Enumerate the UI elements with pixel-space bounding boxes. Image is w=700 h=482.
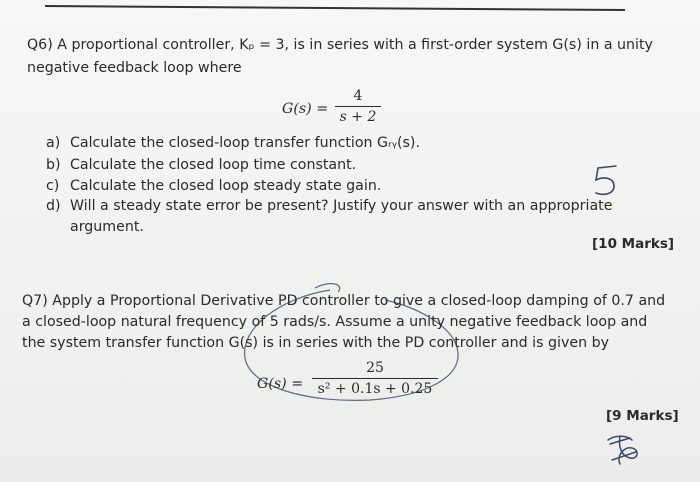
q6-part-c-text: Calculate the closed loop steady state gain. — [70, 178, 382, 194]
q6-part-a-text: Calculate the closed-loop transfer function Gᵣᵧ(s). — [70, 135, 420, 151]
q7-marks: [9 Marks] — [606, 408, 679, 424]
q6-line1: Q6) A proportional controller, Kₚ = 3, is in series with a first-order system G(s) in a unity — [27, 37, 653, 53]
q6-tf-denominator: s + 2 — [339, 109, 377, 125]
q6-part-d-continuation: argument. — [70, 219, 144, 235]
fraction-bar — [312, 378, 438, 379]
q7-tf-fraction — [312, 360, 438, 397]
q6-tf-numerator: 4 — [353, 88, 363, 104]
q6-part-d-text: Will a steady state error be present? Justify your answer with an appropriate — [70, 198, 613, 214]
q6-line2: negative feedback loop where — [27, 60, 242, 76]
q6-part-d-label: d) — [46, 198, 61, 214]
handwritten-scribble-icon — [602, 430, 646, 474]
handwritten-five-icon — [586, 160, 626, 200]
q7-tf-numerator: 25 — [366, 360, 384, 376]
q6-tf-fraction — [335, 88, 381, 125]
q7-line2: a closed-loop natural frequency of 5 rads/s. Assume a unity negative feedback loop and — [22, 314, 648, 330]
q6-part-b-label: b) — [46, 157, 61, 173]
fraction-bar — [335, 106, 381, 107]
q6-part-a-label: a) — [46, 135, 61, 151]
top-rule — [45, 5, 625, 11]
q7-tf-denominator: s² + 0.1s + 0.25 — [317, 381, 433, 397]
q6-part-b-text: Calculate the closed loop time constant. — [70, 157, 357, 173]
q7-line3: the system transfer function G(s) is in series with the PD controller and is given by — [22, 335, 609, 351]
q6-tf-lhs: G(s) = — [282, 101, 329, 117]
q7-tf-lhs: G(s) = — [257, 376, 304, 392]
q6-marks: [10 Marks] — [592, 236, 675, 252]
q6-part-c-label: c) — [46, 178, 60, 194]
q7-line1: Q7) Apply a Proportional Derivative PD controller to give a closed-loop damping of 0.7 and — [22, 293, 666, 309]
